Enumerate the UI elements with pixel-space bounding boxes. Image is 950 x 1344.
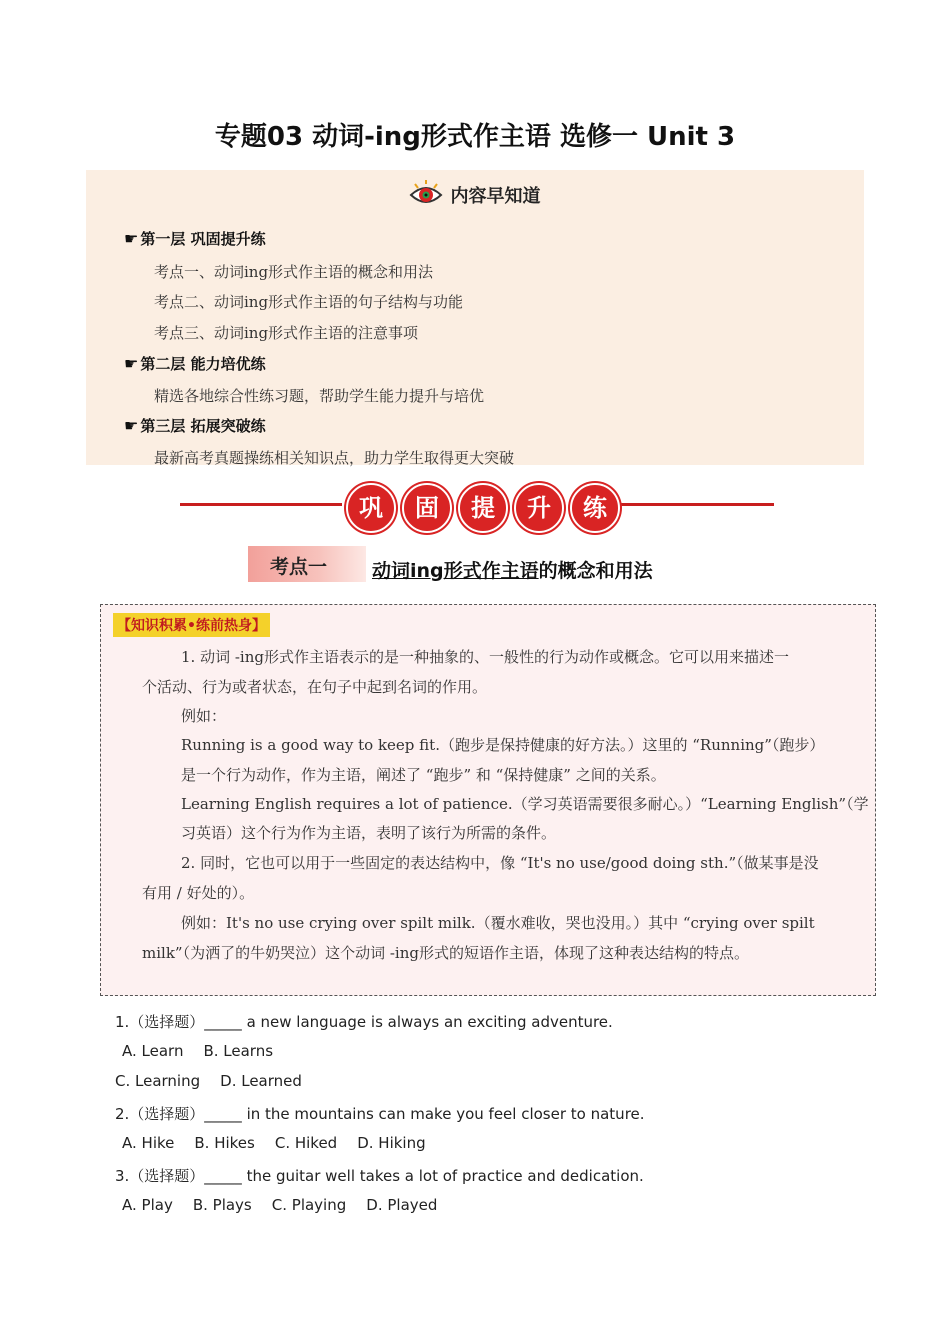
knowledge-line: 习英语）这个行为作为主语，表明了该行为所需的条件。 bbox=[181, 824, 557, 842]
kaodian-title: 动词ing形式作主语的概念和用法 bbox=[372, 560, 653, 582]
option[interactable]: A. Play bbox=[122, 1196, 173, 1214]
layer-3-heading: ☛ 第三层 拓展突破练 bbox=[124, 416, 266, 435]
layer-2-heading: ☛ 第二层 能力培优练 bbox=[124, 354, 266, 373]
layer-1-item: 考点一、动词ing形式作主语的概念和用法 bbox=[154, 263, 434, 281]
knowledge-line: 2. 同时，它也可以用于一些固定的表达结构中，像 “It's no use/good doing sth.”（做某事是没 bbox=[181, 854, 819, 872]
knowledge-line: milk”（为洒了的牛奶哭泣）这个动词 -ing形式的短语作主语，体现了这种表达结构的特点。 bbox=[142, 944, 749, 962]
knowledge-line: 例如：It's no use crying over spilt milk.（覆水难收，哭也没用。）其中 “crying over spilt bbox=[181, 914, 815, 932]
knowledge-line: Learning English requires a lot of patience.（学习英语需要很多耐心。）“Learning English”（学 bbox=[181, 795, 869, 813]
question-stem: 2.（选择题）_____ in the mountains can make you feel closer to nature. bbox=[115, 1105, 645, 1123]
layer-1-item: 考点三、动词ing形式作主语的注意事项 bbox=[154, 324, 419, 342]
banner-rule-right bbox=[612, 503, 774, 506]
knowledge-line: 个活动、行为或者状态，在句子中起到名词的作用。 bbox=[142, 678, 488, 696]
option[interactable]: C. Playing bbox=[271, 1196, 347, 1214]
layer-3-desc: 最新高考真题操练相关知识点，助力学生取得更大突破 bbox=[154, 449, 515, 467]
pointing-hand-icon: ☛ bbox=[124, 229, 139, 248]
knowledge-line: 有用 / 好处的）。 bbox=[142, 884, 255, 902]
question-options bbox=[122, 1042, 293, 1060]
banner-char: 固 bbox=[402, 483, 452, 533]
banner-char: 升 bbox=[514, 483, 564, 533]
option[interactable]: B. Plays bbox=[192, 1196, 252, 1214]
option[interactable]: A. Hike bbox=[122, 1134, 175, 1152]
eye-icon bbox=[409, 178, 443, 212]
knowledge-line: Running is a good way to keep fit.（跑步是保持健康的好方法。）这里的 “Running”（跑步） bbox=[181, 736, 825, 754]
overview-heading bbox=[86, 178, 864, 212]
banner-char: 练 bbox=[570, 483, 620, 533]
banner-char: 提 bbox=[458, 483, 508, 533]
page-title: 专题03 动词-ing形式作主语 选修一 Unit 3 bbox=[214, 122, 736, 152]
option[interactable]: C. Learning bbox=[115, 1072, 201, 1090]
pointing-hand-icon: ☛ bbox=[124, 416, 139, 435]
option[interactable]: B. Learns bbox=[203, 1042, 274, 1060]
layer-2-desc: 精选各地综合性练习题，帮助学生能力提升与培优 bbox=[154, 387, 485, 405]
layer-1-heading: ☛ 第一层 巩固提升练 bbox=[124, 229, 266, 248]
knowledge-label: 【知识积累•练前热身】 bbox=[113, 613, 270, 637]
question-stem: 1.（选择题）_____ a new language is always an exciting adventure. bbox=[115, 1013, 613, 1031]
question-stem: 3.（选择题）_____ the guitar well takes a lot of practice and dedication. bbox=[115, 1167, 644, 1185]
overview-title: 内容早知道 bbox=[450, 186, 541, 207]
question-options bbox=[115, 1072, 322, 1090]
option[interactable]: C. Hiked bbox=[274, 1134, 338, 1152]
banner-rule-left bbox=[180, 503, 342, 506]
knowledge-box bbox=[100, 604, 876, 996]
banner-char: 巩 bbox=[346, 483, 396, 533]
knowledge-line: 是一个行为动作，作为主语，阐述了 “跑步” 和 “保持健康” 之间的关系。 bbox=[181, 766, 666, 784]
option[interactable]: B. Hikes bbox=[194, 1134, 255, 1152]
option[interactable]: D. Learned bbox=[220, 1072, 302, 1090]
knowledge-line: 例如： bbox=[181, 707, 227, 725]
kaodian-tag: 考点一 bbox=[248, 546, 366, 582]
pointing-hand-icon: ☛ bbox=[124, 354, 139, 373]
layer-1-item: 考点二、动词ing形式作主语的句子结构与功能 bbox=[154, 293, 464, 311]
question-options bbox=[122, 1196, 457, 1214]
knowledge-line: 1. 动词 -ing形式作主语表示的是一种抽象的、一般性的行为动作或概念。它可以用来描述一 bbox=[181, 648, 789, 666]
content-overview-box bbox=[86, 170, 864, 465]
section-banner bbox=[180, 480, 774, 532]
option[interactable]: D. Hiking bbox=[357, 1134, 426, 1152]
option[interactable]: D. Played bbox=[366, 1196, 438, 1214]
option[interactable]: A. Learn bbox=[122, 1042, 184, 1060]
question-options bbox=[122, 1134, 446, 1152]
